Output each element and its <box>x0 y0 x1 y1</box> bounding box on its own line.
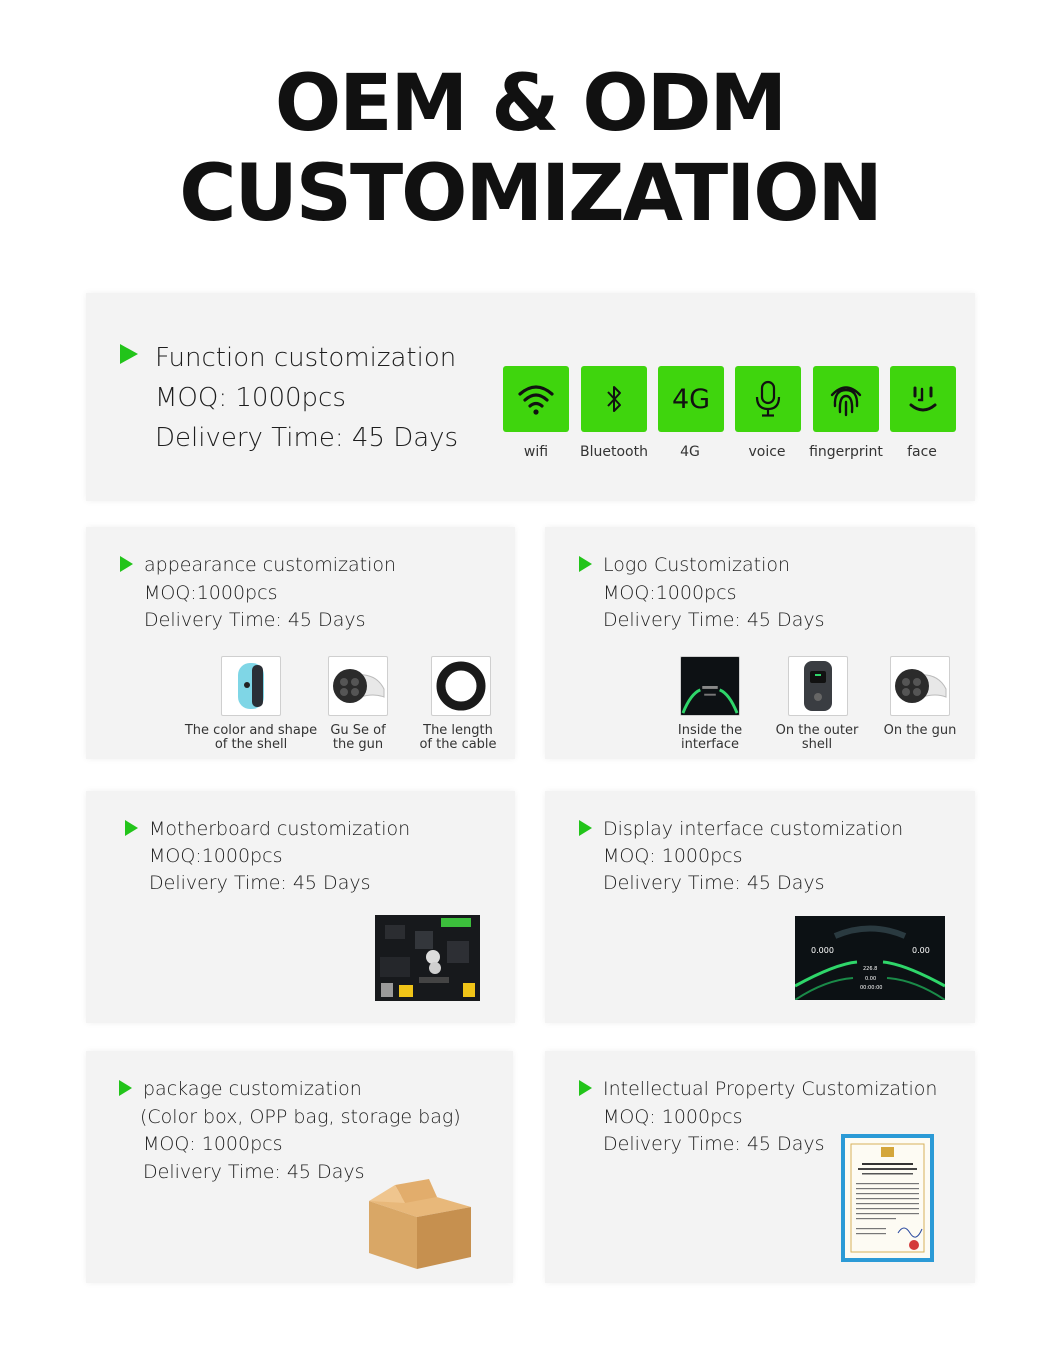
function-title: Function customization <box>155 343 457 373</box>
display-center-time: 00:00:00 <box>860 985 883 991</box>
appearance-delivery: Delivery Time: 45 Days <box>144 609 366 631</box>
face-feature-tile <box>890 366 956 432</box>
display-right-value: 0.00 <box>912 946 930 955</box>
motherboard-delivery: Delivery Time: 45 Days <box>149 872 371 894</box>
certificate-image <box>840 1133 935 1263</box>
motherboard-moq: MOQ:1000pcs <box>149 845 283 867</box>
ip-moq: MOQ: 1000pcs <box>603 1106 743 1128</box>
bullet-icon <box>120 344 138 364</box>
logo-title: Logo Customization <box>603 554 791 576</box>
display-delivery: Delivery Time: 45 Days <box>603 872 825 894</box>
wifi-icon <box>516 381 556 417</box>
page-title-line-2: CUSTOMIZATION <box>179 149 881 239</box>
voice-feature-tile <box>735 366 801 432</box>
shell-label-line1: The color and shape <box>184 723 318 738</box>
shell-label-line2: of the shell <box>214 737 288 752</box>
feature-label-wifi: wifi <box>523 444 549 460</box>
microphone-icon <box>753 379 783 419</box>
motherboard-title: Motherboard customization <box>149 818 411 840</box>
logo-moq: MOQ:1000pcs <box>603 582 737 604</box>
gun-logo-label: On the gun <box>883 723 957 738</box>
package-note: (Color box, OPP bag, storage bag) <box>140 1106 461 1128</box>
gun-logo-image <box>890 656 950 716</box>
function-delivery: Delivery Time: 45 Days <box>155 423 459 453</box>
feature-label-face: face <box>907 444 937 460</box>
face-icon <box>903 379 943 419</box>
bullet-icon <box>579 820 592 836</box>
charger-shell-image <box>221 656 281 716</box>
display-title: Display interface customization <box>603 818 904 840</box>
cable-coil-image <box>431 656 491 716</box>
feature-label-voice: voice <box>748 444 786 460</box>
outer-shell-label-line1: On the outer <box>775 723 859 738</box>
fingerprint-icon <box>826 379 866 419</box>
bluetooth-feature-tile <box>581 366 647 432</box>
charging-gun-image <box>328 656 388 716</box>
outer-shell-label-line2: shell <box>801 737 833 752</box>
ip-title: Intellectual Property Customization <box>603 1078 938 1100</box>
4g-feature-tile <box>658 366 724 432</box>
display-center-value: 226.8 <box>863 966 878 972</box>
appearance-moq: MOQ:1000pcs <box>144 582 278 604</box>
cable-label-line1: The length <box>423 723 493 738</box>
bluetooth-icon <box>601 382 627 416</box>
logo-delivery: Delivery Time: 45 Days <box>603 609 825 631</box>
package-moq: MOQ: 1000pcs <box>143 1133 283 1155</box>
function-moq: MOQ: 1000pcs <box>155 383 346 413</box>
gun-label-line2: the gun <box>332 737 384 752</box>
interface-label-line1: Inside the <box>677 723 743 738</box>
interface-label-line2: interface <box>681 737 739 752</box>
wifi-feature-tile <box>503 366 569 432</box>
feature-label-4g: 4G <box>680 444 700 460</box>
ip-delivery: Delivery Time: 45 Days <box>603 1133 825 1155</box>
fingerprint-feature-tile <box>813 366 879 432</box>
gun-label-line1: Gu Se of <box>330 723 386 738</box>
display-screen-image <box>795 916 945 1000</box>
bullet-icon <box>579 556 592 572</box>
bullet-icon <box>125 820 138 836</box>
package-delivery: Delivery Time: 45 Days <box>143 1161 365 1183</box>
bullet-icon <box>579 1080 592 1096</box>
bullet-icon <box>120 556 133 572</box>
appearance-title: appearance customization <box>144 554 397 576</box>
outer-shell-image <box>788 656 848 716</box>
package-title: package customization <box>143 1078 362 1100</box>
interface-screen-image <box>680 656 740 716</box>
display-moq: MOQ: 1000pcs <box>603 845 743 867</box>
bullet-icon <box>119 1080 132 1096</box>
motherboard-image <box>375 915 480 1001</box>
4g-icon: 4G <box>671 383 711 415</box>
display-left-value: 0.000 <box>811 946 834 955</box>
cable-label-line2: of the cable <box>419 737 497 752</box>
page-title-line-1: OEM & ODM <box>274 59 786 149</box>
feature-label-bluetooth: Bluetooth <box>580 444 648 460</box>
cardboard-box-image <box>365 1175 473 1271</box>
display-center-sub: 0.00 <box>865 976 877 982</box>
feature-label-fingerprint: fingerprint <box>809 444 883 460</box>
